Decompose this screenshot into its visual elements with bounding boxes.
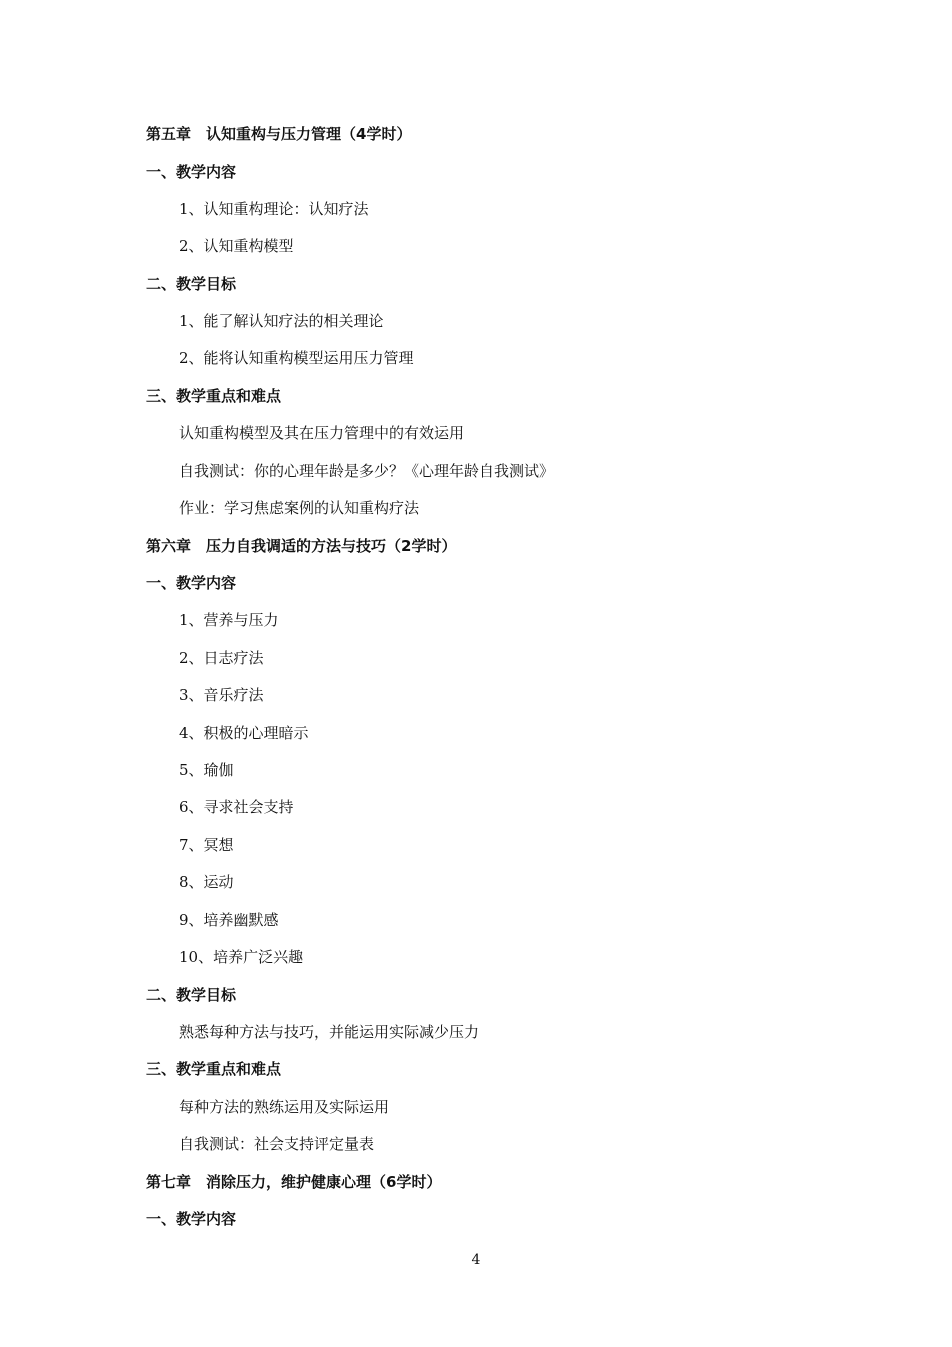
ch6-section-content-heading: 一、教学内容 <box>146 574 237 592</box>
ch5-self-test-text: 自我测试：你的心理年龄是多少？《心理年龄自我测试》 <box>179 462 555 480</box>
ch6-section-goals-heading: 二、教学目标 <box>146 986 237 1004</box>
ch6-content-item-4: 4、积极的心理暗示 <box>179 724 309 742</box>
ch6-content-item-3: 3、音乐疗法 <box>179 686 264 704</box>
page-number: 4 <box>471 1252 481 1268</box>
ch5-section-key-points-heading: 三、教学重点和难点 <box>146 387 282 405</box>
ch6-content-item-1: 1、营养与压力 <box>179 611 279 629</box>
ch6-content-item-2: 2、日志疗法 <box>179 649 264 667</box>
chapter-5-title: 第五章 认知重构与压力管理（4学时） <box>146 125 412 143</box>
ch7-section-content-heading: 一、教学内容 <box>146 1210 237 1228</box>
ch6-content-item-7: 7、冥想 <box>179 836 234 854</box>
ch5-section-goals-heading: 二、教学目标 <box>146 275 237 293</box>
ch6-content-item-6: 6、寻求社会支持 <box>179 798 294 816</box>
ch5-content-item-1: 1、认知重构理论：认知疗法 <box>179 200 369 218</box>
ch6-self-test-text: 自我测试：社会支持评定量表 <box>179 1135 375 1153</box>
ch5-homework-text: 作业：学习焦虑案例的认知重构疗法 <box>179 499 420 517</box>
ch5-content-item-2: 2、认知重构模型 <box>179 237 294 255</box>
ch6-content-item-10: 10、培养广泛兴趣 <box>179 948 304 966</box>
ch5-key-point-text: 认知重构模型及其在压力管理中的有效运用 <box>179 424 465 442</box>
ch6-goal-text: 熟悉每种方法与技巧，并能运用实际减少压力 <box>179 1023 480 1041</box>
chapter-7-title: 第七章 消除压力，维护健康心理（6学时） <box>146 1173 442 1191</box>
ch6-key-point-text: 每种方法的熟练运用及实际运用 <box>179 1098 390 1116</box>
ch6-content-item-9: 9、培养幽默感 <box>179 911 279 929</box>
ch6-content-item-5: 5、瑜伽 <box>179 761 234 779</box>
ch6-content-item-8: 8、运动 <box>179 873 234 891</box>
ch6-section-key-points-heading: 三、教学重点和难点 <box>146 1060 282 1078</box>
chapter-6-title: 第六章 压力自我调适的方法与技巧（2学时） <box>146 537 457 555</box>
ch5-section-content-heading: 一、教学内容 <box>146 163 237 181</box>
ch5-goal-item-1: 1、能了解认知疗法的相关理论 <box>179 312 384 330</box>
ch5-goal-item-2: 2、能将认知重构模型运用压力管理 <box>179 349 414 367</box>
